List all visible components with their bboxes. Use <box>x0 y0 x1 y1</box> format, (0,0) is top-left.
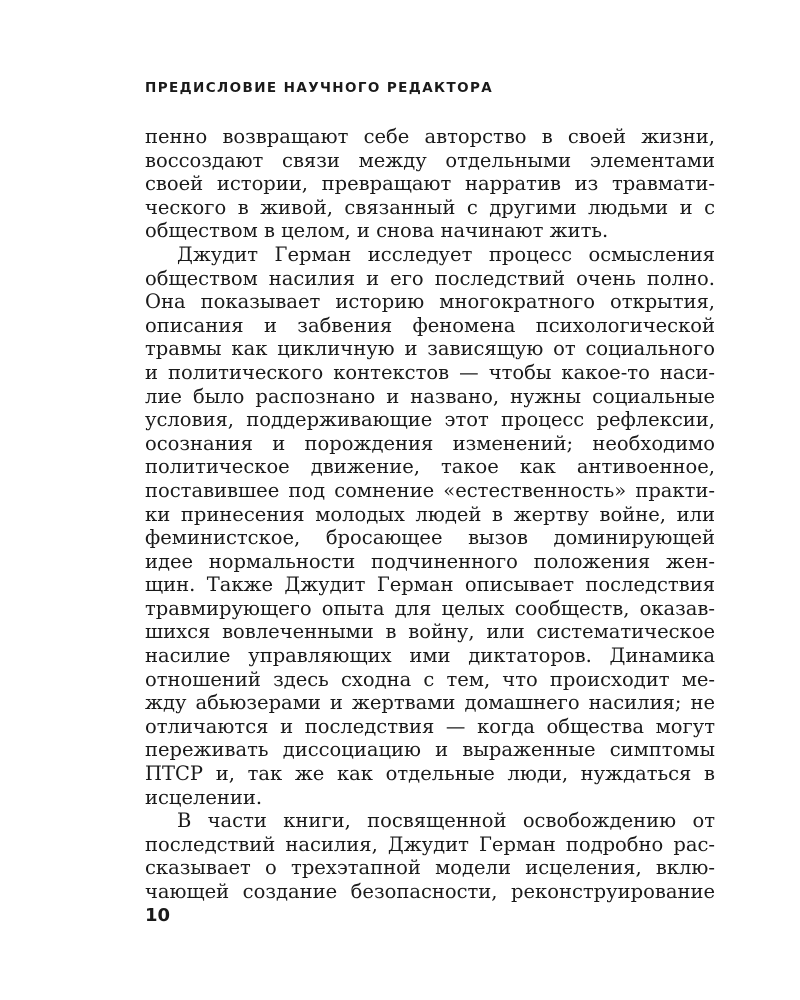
text-line: переживать диссоциацию и выраженные симптомы <box>145 738 715 762</box>
text-line: травмы как цикличную и зависящую от социального <box>145 337 715 361</box>
text-line: Джудит Герман исследует процесс осмысления <box>177 242 715 266</box>
text-line: отношений здесь сходна с тем, что происходит ме- <box>145 667 715 691</box>
text-line: обществом насилия и его последствий очень полно. <box>145 266 715 290</box>
text-line: условия, поддерживающие этот процесс рефлексии, <box>145 408 715 432</box>
text-line: осознания и порождения изменений; необходимо <box>145 431 715 455</box>
body-text <box>145 125 715 904</box>
text-line: травмирующего опыта для целых сообществ, оказав- <box>145 596 715 620</box>
text-line: и политического контекстов — чтобы какое-то наси- <box>145 360 715 384</box>
text-line: идее нормальности подчиненного положения жен- <box>145 549 715 573</box>
text-line: пенно возвращают себе авторство в своей жизни, <box>145 125 715 148</box>
text-line: воссоздают связи между отдельными элементами <box>145 148 715 172</box>
text-line: В части книги, посвященной освобождению от <box>177 809 715 833</box>
text-line: политическое движение, такое как антивоенное, <box>145 455 715 479</box>
text-line: феминистское, бросающее вызов доминирующей <box>145 526 715 550</box>
text-line: лие было распознано и названо, нужны социальные <box>145 384 715 408</box>
text-line: исцелении. <box>145 785 263 809</box>
text-line: жду абьюзерами и жертвами домашнего насилия; не <box>145 691 715 715</box>
text-line: щин. Также Джудит Герман описывает последствия <box>145 573 715 597</box>
text-line: ческого в живой, связанный с другими людьми и с <box>145 195 715 219</box>
text-line: описания и забвения феномена психологической <box>145 313 715 337</box>
text-line: сказывает о трехэтапной модели исцеления, вклю- <box>145 856 715 880</box>
text-line: ПТСР и, так же как отдельные люди, нуждаться в <box>145 762 715 786</box>
text-line: шихся вовлеченными в войну, или систематическое <box>145 620 715 644</box>
running-head: ПРЕДИСЛОВИЕ НАУЧНОГО РЕДАКТОРА <box>145 80 494 96</box>
text-line: обществом в целом, и снова начинают жить. <box>145 219 609 243</box>
text-line: поставившее под сомнение «естественность» практи- <box>145 478 715 502</box>
page-number: 10 <box>145 905 171 926</box>
text-line: ки принесения молодых людей в жертву войне, или <box>145 502 715 526</box>
text-line: чающей создание безопасности, реконструирование <box>145 880 715 903</box>
text-line: насилие управляющих ими диктаторов. Динамика <box>145 644 715 668</box>
text-line: отличаются и последствия — когда общества могут <box>145 714 715 738</box>
text-line: Она показывает историю многократного открытия, <box>145 290 715 314</box>
text-line: своей истории, превращают нарратив из травмати- <box>145 172 715 196</box>
text-line: последствий насилия, Джудит Герман подробно рас- <box>145 832 715 856</box>
